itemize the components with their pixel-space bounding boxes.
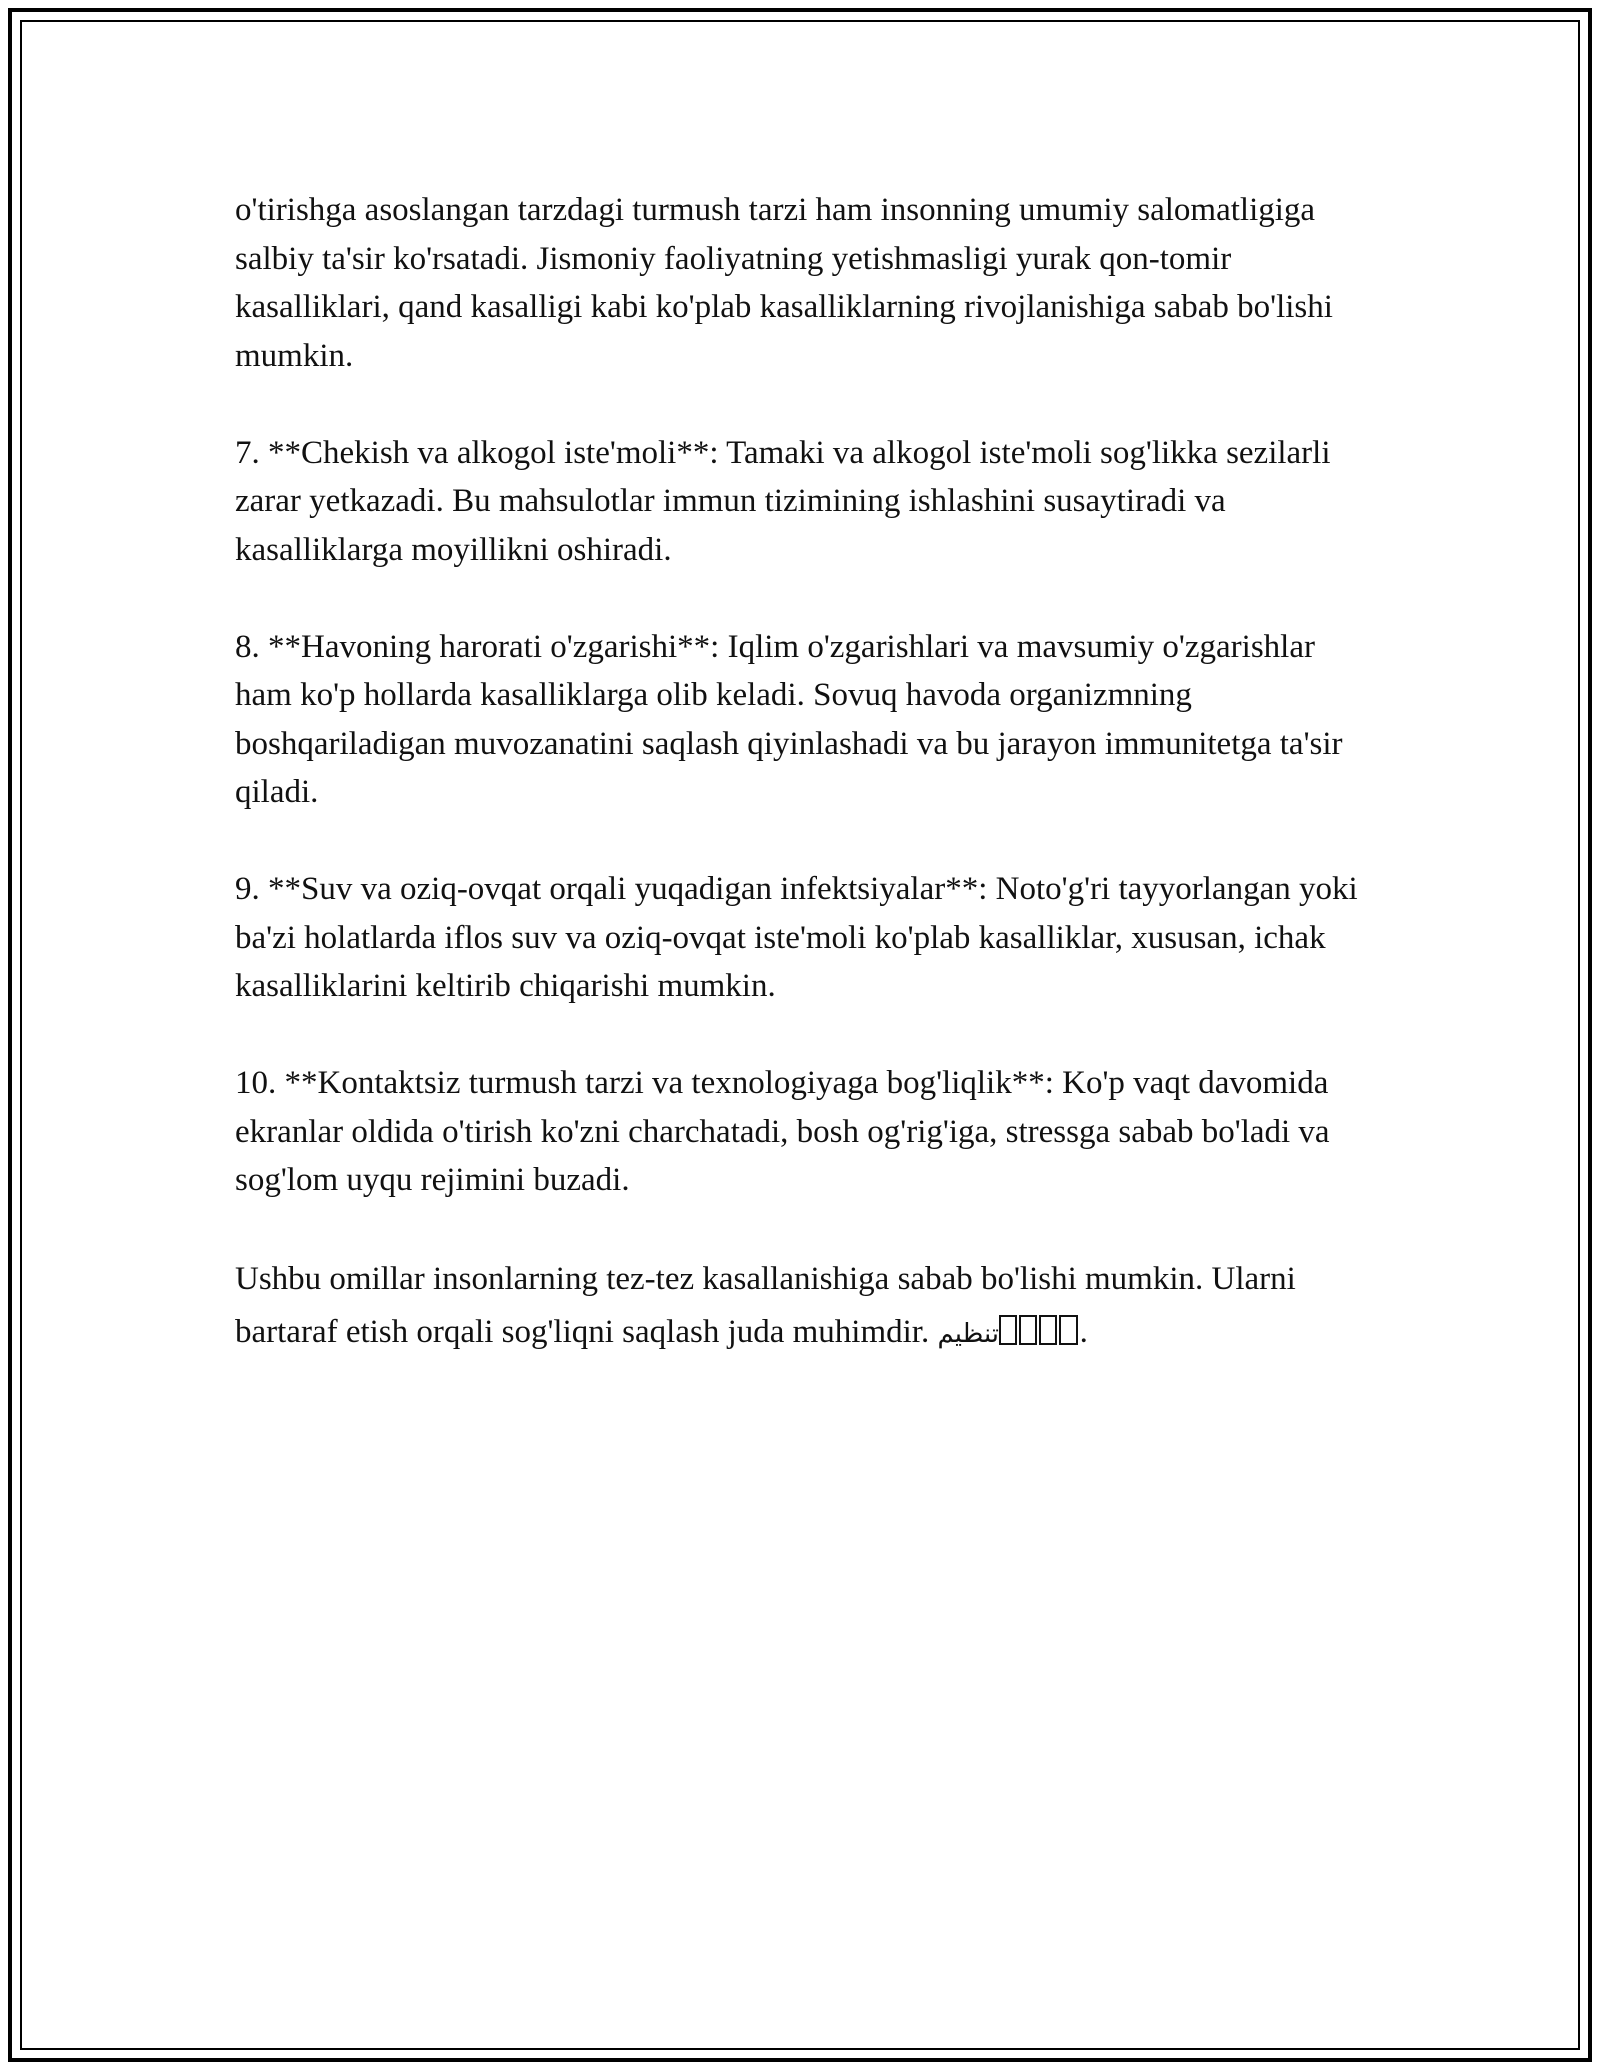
missing-glyph-boxes bbox=[999, 1314, 1080, 1350]
conclusion-text: Ushbu omillar insonlarning tez-tez kasallanishiga sabab bo'lishi mumkin. Ularni bartaraf etish orqali sog'liqni saqlash juda muhimdir. bbox=[235, 1261, 1296, 1350]
conclusion-rtl-word: تنظیم bbox=[937, 1319, 1000, 1349]
paragraph-water-food-infections: 9. **Suv va oziq-ovqat orqali yuqadigan infektsiyalar**: Noto'g'ri tayyorlangan yoki ba'zi holatlarda iflos suv va oziq-ovqat iste'moli ko'plab kasalliklar, xususan, ichak kasalliklarini keltirib chiqarishi mumkin. bbox=[235, 871, 1358, 1004]
missing-glyph-box bbox=[1059, 1315, 1077, 1345]
paragraph-sedentary-lifestyle: o'tirishga asoslangan tarzdagi turmush tarzi ham insonning umumiy salomatligiga salbiy ta'sir ko'rsatadi. Jismoniy faoliyatning yetishmasligi yurak qon-tomir kasalliklari, qand kasalligi kabi ko'plab kasalliklarning rivojlanishiga sabab bo'lishi mumkin. bbox=[235, 192, 1333, 374]
paragraph-smoking-alcohol: 7. **Chekish va alkogol iste'moli**: Tamaki va alkogol iste'moli sog'likka sezilarli zarar yetkazadi. Bu mahsulotlar immun tizimining ishlashini susaytiradi va kasalliklarga moyillikni oshiradi. bbox=[235, 434, 1331, 568]
conclusion-trailing-period: . bbox=[1079, 1314, 1088, 1350]
missing-glyph-box bbox=[1039, 1315, 1057, 1345]
paragraph-conclusion bbox=[235, 1253, 1375, 1361]
document-body bbox=[235, 186, 1375, 1361]
paragraph-temperature-change: 8. **Havoning harorati o'zgarishi**: Iqlim o'zgarishlari va mavsumiy o'zgarishlar ham ko'p hollarda kasalliklarga olib keladi. Sovuq havoda organizmning boshqariladigan muvozanatini saqlash qiyinlashadi va bu jarayon immunitetga ta'sir qiladi. bbox=[235, 628, 1343, 810]
paragraph-contactless-lifestyle: 10. **Kontaktsiz turmush tarzi va texnologiyaga bog'liqlik**: Ko'p vaqt davomida ekranlar oldida o'tirish ko'zni charchatadi, bosh og'rig'iga, stressga sabab bo'ladi va sog'lom uyqu rejimini buzadi. bbox=[235, 1065, 1330, 1198]
missing-glyph-box bbox=[1019, 1315, 1037, 1345]
missing-glyph-box bbox=[999, 1315, 1017, 1345]
